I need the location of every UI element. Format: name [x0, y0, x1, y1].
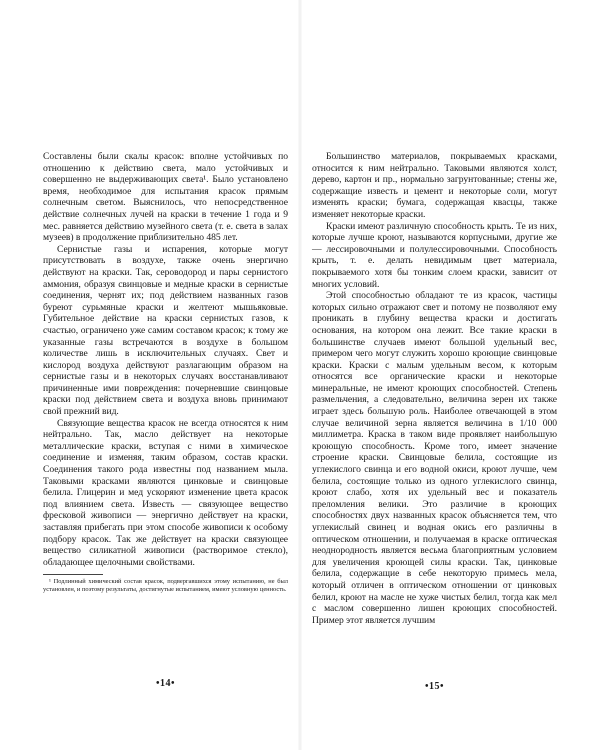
paragraph: Большинство материалов, покрываемых красками, относится к ним нейтрально. Таковыми являются холст, дерево, картон и пр., нормально загрунтованные; стены же, содержащие известь и цемент и некоторые соли, могут изменять краски; бумага, содержащая квасцы, также изменяет некоторые краски. [312, 151, 557, 220]
paragraph: Составлены были скалы красок: вполне устойчивых по отношению к действию света, мало устойчивых и совершенно не выдерживающих света¹. Было установлено время, необходимое для испытания красок прямым солнечным светом. Выяснилось, что непосредственное действие солнечных лучей на краски в течение 1 года и 9 мес. равняется действию музейного света (т. е. света в залах музеев) в продолжение приблизительно 485 лет. [43, 151, 288, 244]
paragraph: Этой способностью обладают те из красок, частицы которых сильно отражают свет и потому не позволяют ему проникать в глубину вещества краски и достигать основания, на котором она лежит. Все такие краски в большинстве случаев имеют большой удельный вес, примером чего могут служить хорошо кроющие свинцовые краски. Краски с малым удельным весом, к которым относятся все органические краски и некоторые минеральные, не имеют кроющих способностей. Степень размельчения, а следовательно, величина зерен их также играет здесь большую роль. Наиболее отвечающей в этом случае величиной зерна является величина в 1/10 000 миллиметра. Краска в таком виде проявляет наибольшую кроющую способность. Кроме того, имеет значение строение краски. Свинцовые белила, состоящие из углекислого свинца и его водной окиси, кроют лучше, чем белила, состоящие только из одного углекислого свинца, кроют слабо, хотя их удельный вес и показатель преломления велики. Это различие в кроющих способностях двух названных красок объясняется тем, что углекислый свинец и водная окись его различны в оптическом отношении, и получаемая в краске оптическая неоднородность является весьма благоприятным условием для увеличения кроющей силы краски. Так, цинковые белила, содержащие в себе некоторую примесь мела, который отличен в оптическом отношении от цинковых белил, кроют на масле не хуже чистых белил, тогда как мел с маслом совершенно лишен кроющих способностей. Пример этот является лучшим [312, 290, 557, 626]
page-number: •15• [424, 681, 444, 692]
left-page-text [43, 151, 288, 568]
book-gutter [298, 0, 302, 750]
right-page [312, 151, 557, 692]
page-number: •14• [155, 678, 175, 689]
paragraph: Краски имеют различную способность крыть. Те из них, которые лучше кроют, называются корпусными, другие же — лессировочными и полулессировочными. Способность крыть, т. е. делать невидимым цвет материала, покрываемого хотя бы тонким слоем краски, зависит от многих условий. [312, 220, 557, 290]
right-page-text [312, 151, 557, 626]
paragraph: Связующие вещества красок не всегда относятся к ним нейтрально. Так, масло действует на некоторые металлические краски, вступая с ними в химическое соединение и изменяя, таким образом, состав краски. Соединения такого рода известны под названием мыла. Таковыми красками являются цинковые и свинцовые белила. Глицерин и мед ускоряют изменение цвета красок под влиянием света. Известь — связующее вещество фресковой живописи — энергично действует на краски, заставляя прибегать при этом способе живописи к особому подбору красок. Так же действует на краски связующее вещество силикатной живописи (растворимое стекло), обладающее щелочными свойствами. [43, 417, 288, 568]
left-page [43, 151, 288, 689]
footnote-divider [43, 574, 103, 575]
footnote: ¹ Подлинный химический состав красок, подвергавшихся этому испытанию, не был установлен, и поэтому результаты, достигнутые испытанием, имеют условную ценность. [43, 578, 288, 594]
paragraph: Сернистые газы и испарения, которые могут присутствовать в воздухе, также очень энергично действуют на краски. Так, сероводород и пары сернистого аммония, образуя свинцовые и медные краски в сернистые соединения, чернят их; под действием названных газов буреют сурьмяные краски и желтеют мышьяковые. Губительное действие на краски сернистых газов, к счастью, ограничено уже самим составом красок; к тому же указанные газы встречаются в воздухе в большом количестве лишь в исключительных случаях. Свет и кислород воздуха действуют разлагающим образом на сернистые газы и в некоторых случаях восстанавливают причиненные ими повреждения: почерневшие свинцовые краски под действием света и воздуха вновь принимают свой прежний вид. [43, 243, 288, 418]
